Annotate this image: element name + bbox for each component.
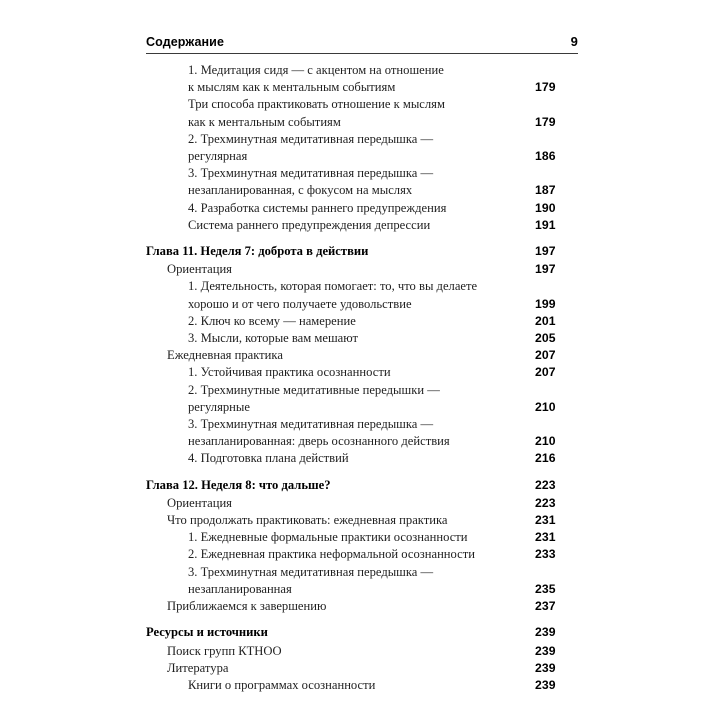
toc-entry-row[interactable] (146, 416, 578, 433)
toc-entry-row[interactable] (146, 347, 578, 364)
toc-entry-row[interactable] (146, 148, 578, 165)
toc-entry-label: как к ментальным событиям (188, 114, 341, 129)
toc-entry-row[interactable] (146, 165, 578, 182)
toc-entry-label: регулярные (188, 399, 250, 414)
toc-entry-row[interactable] (146, 382, 578, 399)
toc-entry-row[interactable] (146, 581, 578, 598)
toc-page-number: 207 (535, 348, 556, 363)
toc-entry-label: 1. Деятельность, которая помогает: то, что вы делаете (188, 279, 478, 294)
toc-entry-label: Ресурсы и источники (146, 625, 268, 640)
toc-entry-label: Глава 12. Неделя 8: что дальше? (146, 477, 331, 492)
toc-entry-label: Три способа практиковать отношение к мыслям (188, 97, 445, 112)
toc-page-number: 205 (535, 331, 556, 346)
toc-page-number: 201 (535, 313, 556, 328)
toc-entry-label: хорошо и от чего получаете удовольствие (188, 296, 412, 311)
toc-entry-row[interactable] (146, 677, 578, 694)
toc-page-number: 190 (535, 200, 556, 215)
toc-page-number: 179 (535, 114, 556, 129)
toc-entry-label: 3. Трехминутная медитативная передышка — (188, 564, 434, 579)
toc-entry-row[interactable] (146, 313, 578, 330)
toc-page-number: 237 (535, 599, 556, 614)
toc-page-number: 233 (535, 547, 556, 562)
toc-entry-label: 4. Подготовка плана действий (188, 451, 349, 466)
toc-entry-row[interactable] (146, 598, 578, 615)
toc-entry-label: регулярная (188, 149, 248, 164)
toc-entry-row[interactable] (146, 296, 578, 313)
toc-entry-label: 1. Ежедневные формальные практики осознанности (188, 530, 468, 545)
toc-page-number: 197 (535, 244, 556, 259)
toc-entry-row[interactable] (146, 131, 578, 148)
toc-entry-label: Система раннего предупреждения депрессии (188, 217, 431, 232)
toc-page-number: 223 (535, 477, 556, 492)
toc-entry-label: 1. Медитация сидя — с акцентом на отношение (188, 63, 444, 77)
toc-page-number: 223 (535, 495, 556, 510)
toc-entry-label: 2. Трехминутные медитативные передышки — (188, 382, 440, 397)
toc-entry-row[interactable] (146, 564, 578, 581)
toc-entry-row[interactable] (146, 261, 578, 278)
toc-entry-label: Поиск групп КТНОО (167, 643, 282, 658)
toc-entry-label: незапланированная, с фокусом на мыслях (188, 183, 413, 198)
toc-entry-label: незапланированная: дверь осознанного действия (188, 434, 450, 449)
toc-entry-row[interactable] (146, 330, 578, 347)
toc-page-number: 179 (535, 80, 556, 95)
folio-number: 9 (570, 34, 578, 49)
toc-entry-row[interactable] (146, 450, 578, 467)
toc-entry-label: 3. Трехминутная медитативная передышка — (188, 166, 434, 181)
toc-page-number: 239 (535, 625, 556, 640)
toc-entry-label: Книги о программах осознанности (188, 677, 376, 692)
toc-entry-label: 3. Трехминутная медитативная передышка — (188, 417, 434, 432)
toc-entry-row[interactable] (146, 399, 578, 416)
toc-entry-label: Глава 11. Неделя 7: доброта в действии (146, 244, 369, 259)
toc-entry-row[interactable] (146, 96, 578, 113)
toc-entry-row[interactable] (146, 62, 578, 79)
toc-entry-row[interactable] (146, 512, 578, 529)
toc-entry-row[interactable] (146, 546, 578, 563)
toc-entry-label: 2. Ежедневная практика неформальной осознанности (188, 547, 475, 562)
toc-entry-row[interactable] (146, 433, 578, 450)
toc-entry-label: Приближаемся к завершению (167, 599, 327, 614)
toc-entry-row[interactable] (146, 278, 578, 295)
toc-entry-row[interactable] (146, 200, 578, 217)
toc-entry-row[interactable] (146, 643, 578, 660)
toc-page-number: 239 (535, 660, 556, 675)
toc-entry-row[interactable] (146, 660, 578, 677)
toc-entry-label: Литература (167, 660, 229, 675)
toc-entry-row[interactable] (146, 364, 578, 381)
toc-page-number: 239 (535, 677, 556, 692)
table-of-contents (146, 62, 578, 694)
toc-chapter-row[interactable] (146, 477, 578, 494)
toc-page-number: 186 (535, 149, 556, 164)
toc-page-number: 210 (535, 399, 556, 414)
toc-entry-label: Ежедневная практика (167, 348, 283, 363)
toc-entry-row[interactable] (146, 114, 578, 131)
toc-entry-label: 2. Трехминутная медитативная передышка — (188, 131, 434, 146)
running-header (146, 34, 578, 54)
toc-page-number: 231 (535, 530, 556, 545)
toc-entry-label: 1. Устойчивая практика осознанности (188, 365, 391, 380)
toc-chapter-row[interactable] (146, 243, 578, 260)
toc-page-number: 199 (535, 296, 556, 311)
toc-page-number: 191 (535, 217, 556, 232)
toc-page-number: 207 (535, 365, 556, 380)
toc-entry-label: к мыслям как к ментальным событиям (188, 80, 396, 95)
toc-entry-row[interactable] (146, 79, 578, 96)
toc-part-row[interactable] (146, 624, 578, 641)
toc-page-number: 231 (535, 513, 556, 528)
toc-page-number: 197 (535, 262, 556, 277)
toc-entry-label: Что продолжать практиковать: ежедневная практика (167, 513, 448, 528)
toc-page-number: 210 (535, 434, 556, 449)
toc-entry-label: 3. Мысли, которые вам мешают (188, 331, 358, 346)
toc-page-number: 216 (535, 451, 556, 466)
toc-entry-label: незапланированная (188, 581, 292, 596)
toc-page-number: 239 (535, 643, 556, 658)
toc-entry-label: Ориентация (167, 495, 232, 510)
toc-entry-row[interactable] (146, 182, 578, 199)
toc-entry-row[interactable] (146, 217, 578, 234)
toc-entry-label: Ориентация (167, 262, 232, 277)
toc-page-number: 187 (535, 183, 556, 198)
toc-entry-row[interactable] (146, 529, 578, 546)
toc-entry-label: 2. Ключ ко всему — намерение (188, 313, 356, 328)
page-title: Содержание (146, 35, 225, 49)
toc-entry-row[interactable] (146, 495, 578, 512)
toc-page-number: 235 (535, 581, 556, 596)
toc-entry-label: 4. Разработка системы раннего предупреждения (188, 200, 447, 215)
